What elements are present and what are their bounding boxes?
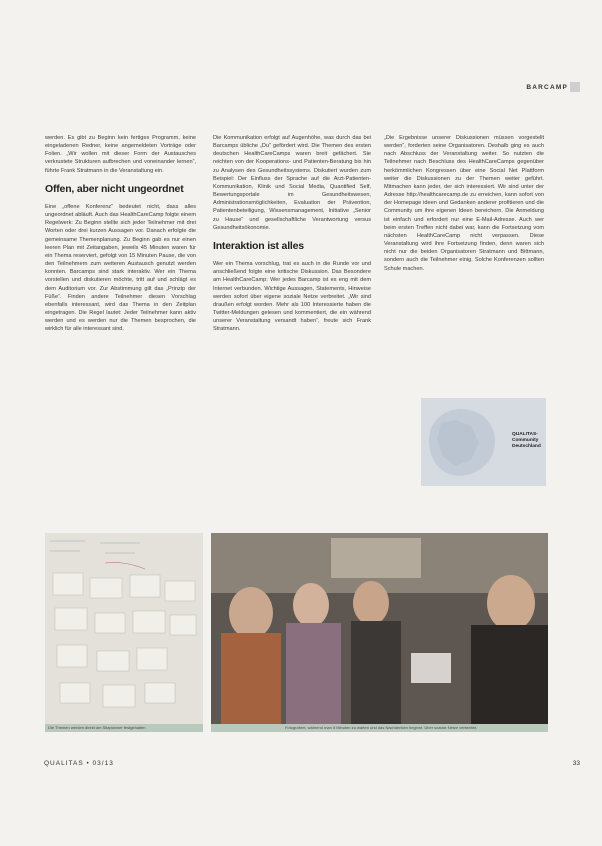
heading-offen: Offen, aber nicht ungeordnet [45, 182, 184, 195]
page-number: 33 [572, 760, 580, 767]
whiteboard-photo [45, 533, 203, 728]
map-label: QUALITAS-Community Deutschland [512, 432, 541, 449]
footer-publication: QUALITAS • 03/13 [44, 760, 114, 767]
workshop-photo [211, 533, 548, 728]
caption-whiteboard: Die Themen werden direkt am Sitzplanner festgehalten [45, 724, 203, 732]
column-1 [45, 134, 196, 339]
heading-interaktion: Interaktion ist alles [213, 239, 304, 252]
column-2-paragraph-2: Wer ein Thema vorschlug, trat es auch in die Runde vor und anschließend folgte eine kritische Diskussion. Das Besondere am HealthCareCamp: Wer jedes Barcamp ist es eng mit dem Internet verbunden. Wichtige Aussagen, Statements, Hinweise werden sofort über eigene soziale Netze verbreitet. „Wir sind draußen erfolgt worden. Mehr als 100 Interessierte haben die Twitter-Meldungen gelesen und kommentiert, die ein während unserer Veranstaltung versandt haben“, freute sich Frank Stratmann. [213, 261, 371, 333]
column-1-paragraph-2: Eine „offene Konferenz“ bedeutet nicht, dass alles ungeordnet abläuft. Auch das HealthCareCamp folgte einem Regelwerk: Zu Beginn stellte sich jeder Teilnehmer mit drei Worten oder drei kurzen Aussagen vor. Danach erfolgte die gemeinsame Themenplanung. Zu Beginn gab es nur einen leeren Plan mit Zeitangaben, jeweils 45 Minuten waren für ein Thema reserviert, gefolgt von 15 Minuten Pause, die von den Teilnehmern zum weiteren Austausch genutzt werden konnten. Barcamps sind stark interaktiv. Wer ein Thema vorstellen und diskutieren möchte, tritt auf und schlägt es dem Auditorium vor. Zur Abstimmung gilt das „Prinzip der Füße“. Finden andere Teilnehmer diesen Vorschlag ebenfalls interessant, wird das Thema in den Zeitplan eingetragen. Die Regel lautet: Jeder Teilnehmer kann aktiv werden und es werden nur die Themen besprochen, die wirklich für alle interessant sind. [45, 203, 196, 333]
section-tag: BARCAMP [526, 84, 568, 91]
column-2 [213, 134, 371, 339]
column-3 [384, 134, 544, 279]
caption-workshop: Fotografiert, während man 5 Minuten zu warten und das Nachdenken beginnt. Über soziale Netze verbreitet. [211, 724, 548, 732]
section-marker-icon [570, 82, 580, 92]
column-3-paragraph-1: „Die Ergebnisse unserer Diskussionen müssen vorgestellt werden“, forderten seine Organisatoren. Deshalb ging es auch nach Abschluss der Veranstaltung weiter. So nutzten die Teilnehmer nach Beschluss des HealthCareCamps gegenüber herkömmlichen Kongressen über eine Social Net Plattform weiter die Diskussionen zu der Themen weiter geführt. Mitmachen kann jeder, der sich interessiert. Wir sind unter der Adresse http://healthcarecamp.de zu erreichen, kann sofort von der Homepage ideen und Gedanken anderer profitieren und die Community um ihre eigenen Ideen bereichern. Die Anmeldung ist einfach und erfordert nur eine E-Mail-Adresse. Auch wer beim ersten Treffen nicht dabei war, kann die Fortsetzung vom nächsten HealthCareCamp nicht verpassen. Diese Veranstaltung wird ihre Fortsetzung finden, denn waren sich nicht nur die beiden Organisatoren Stratmann und Bittmann, sondern auch die Teilnehmer einig. Solche Konferenzen sollten Schule machen. [384, 135, 544, 272]
column-1-paragraph-1: werden. Es gibt zu Beginn kein fertiges Programm, keine eingeladenen Redner, keine angemeldeten Vorträge oder Folien. „Wir wollen mit dieser Form der Austausches verkrustete Strukturen aufbrechen und voneinander lernen“, führte Frank Stratmann in die Veranstaltung ein. [45, 135, 196, 174]
column-2-paragraph-1: Die Kommunikation erfolgt auf Augenhöhe, was durch das bei Barcamps übliche „Du“ gefördert wird. Die Themen des ersten deutschen HealthCareCamps waren breit gefächert. Sie reichten von der Kooperations- und Patienten-Beratung bis hin zu Analysen des Gesundheitssystems. Diskutiert wurden zum Beispiel: Der Einfluss der Sprache auf die Arzt-Patienten-Kommunikation, Klinik und Social Media, Quantified Self, Bewertungsportale im Gesundheitswesen, Administrationsmöglichkeiten, Evaluation der Prävention, Patientenbeteiligung, Wissensmanagement, Initiative „Senior zu Hause“ und gesellschaftliche Verantwortung versus Gesundheitsökonomie. [213, 135, 371, 231]
